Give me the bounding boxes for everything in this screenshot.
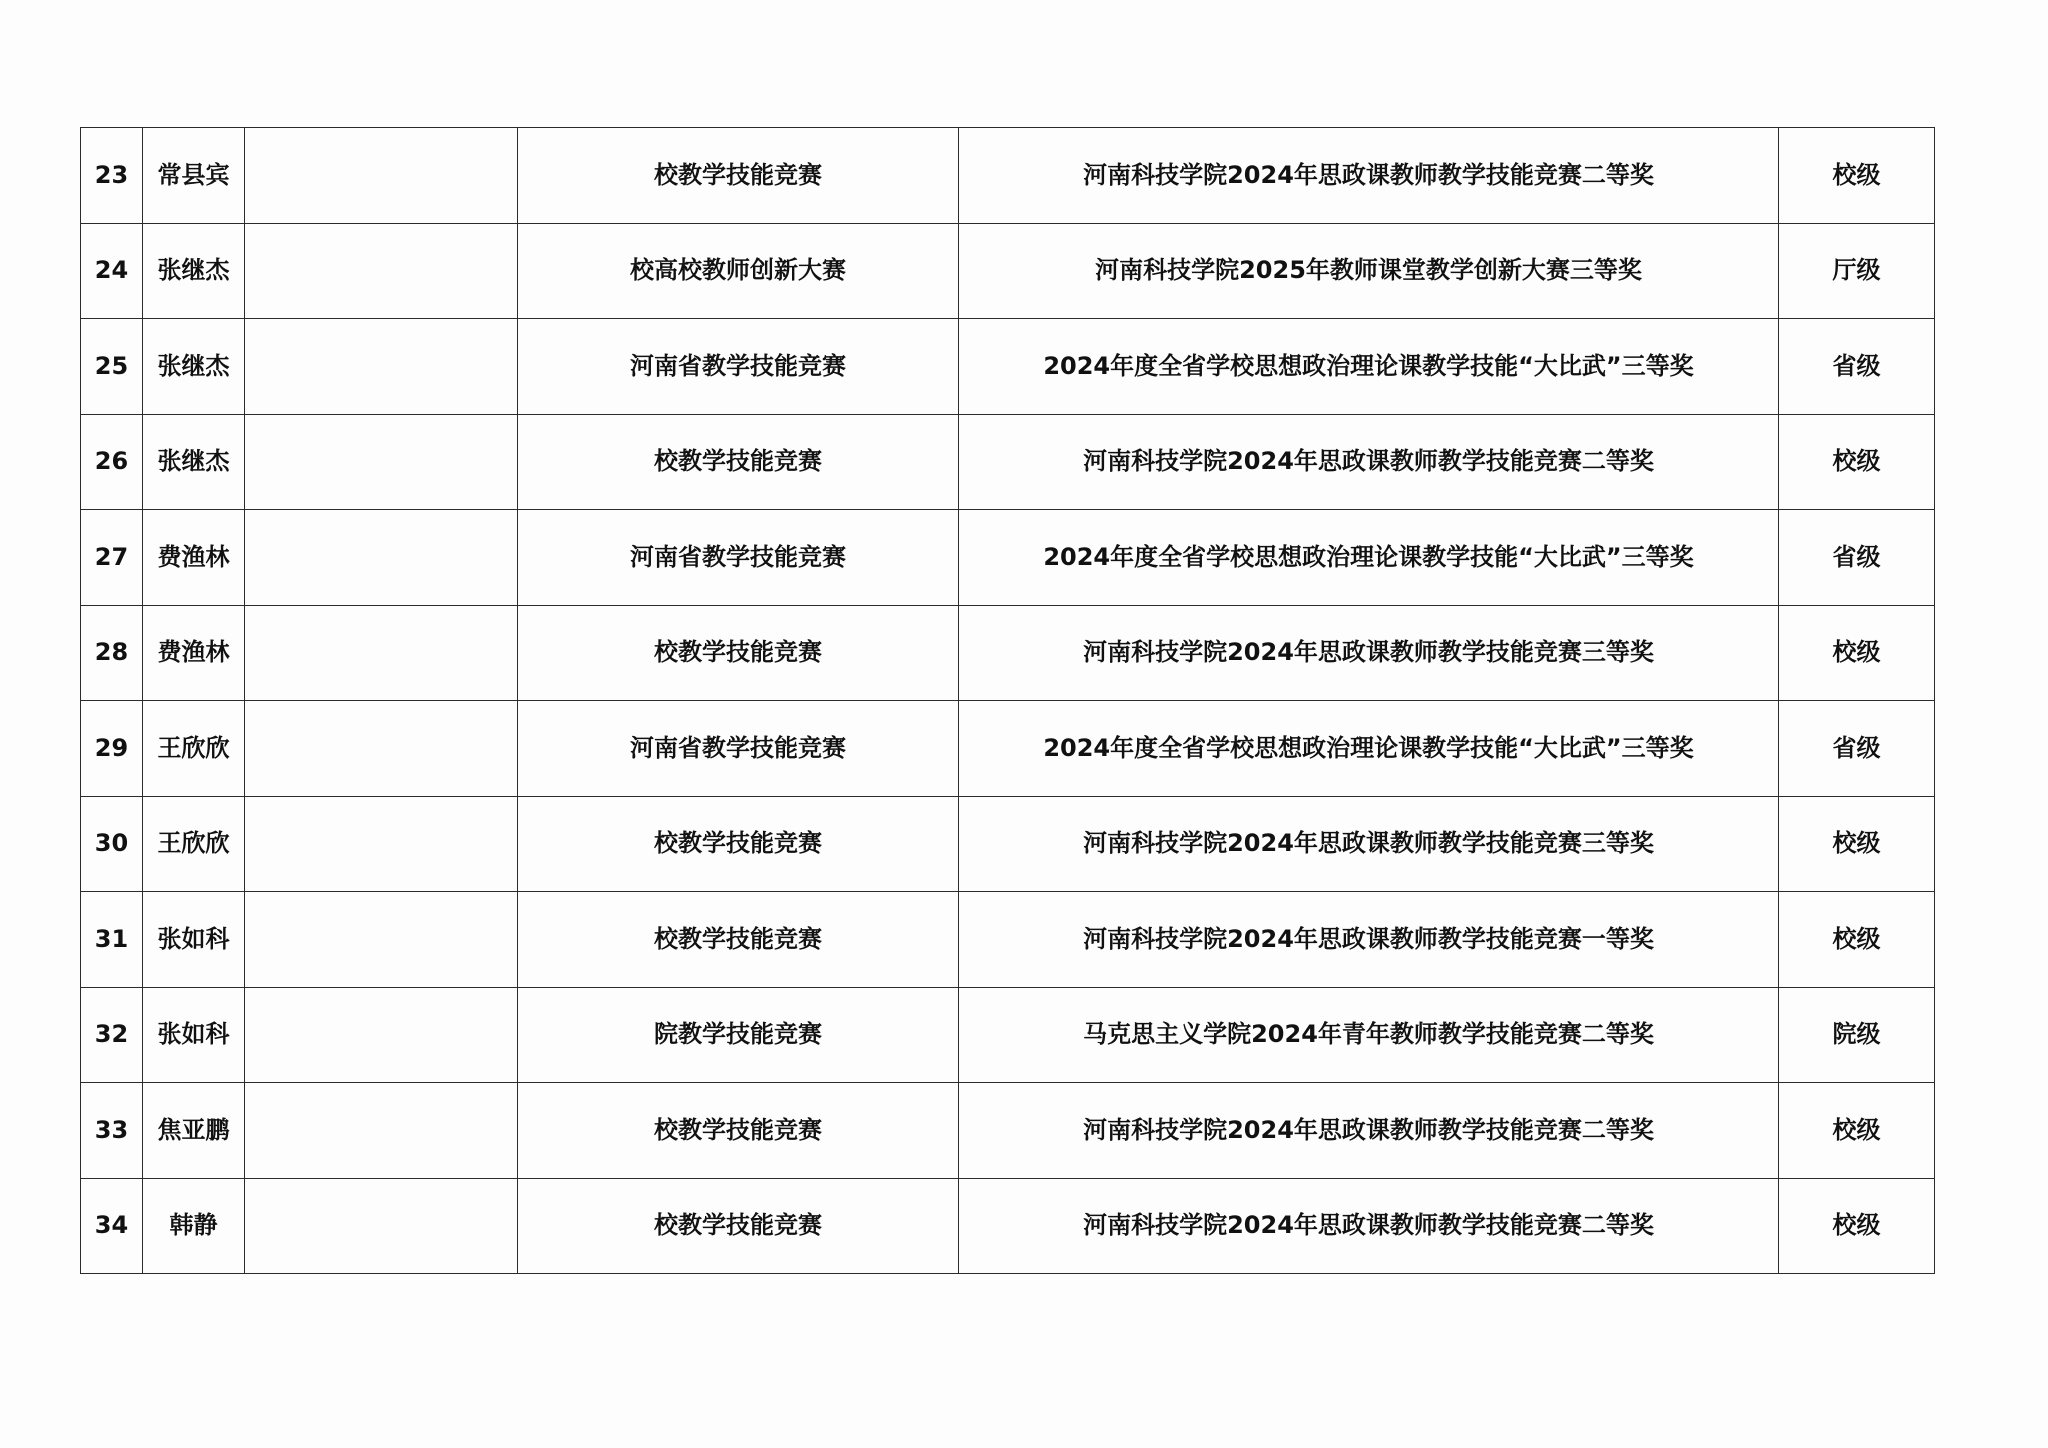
award-level: 院级 — [1779, 987, 1935, 1083]
blank-cell — [245, 319, 518, 415]
award-level: 校级 — [1779, 1083, 1935, 1179]
awards-table-body — [81, 128, 1935, 1274]
teacher-name: 王欣欣 — [143, 701, 245, 797]
blank-cell — [245, 987, 518, 1083]
row-number: 26 — [81, 414, 143, 510]
row-number: 24 — [81, 223, 143, 319]
row-number: 25 — [81, 319, 143, 415]
award-name: 河南科技学院2024年思政课教师教学技能竞赛三等奖 — [959, 796, 1779, 892]
table-row — [81, 892, 1935, 988]
blank-cell — [245, 892, 518, 988]
award-level: 校级 — [1779, 414, 1935, 510]
contest-name: 院教学技能竞赛 — [518, 987, 959, 1083]
teacher-name: 张如科 — [143, 892, 245, 988]
contest-name: 校教学技能竞赛 — [518, 796, 959, 892]
blank-cell — [245, 701, 518, 797]
award-name: 河南科技学院2024年思政课教师教学技能竞赛二等奖 — [959, 128, 1779, 224]
row-number: 29 — [81, 701, 143, 797]
teacher-name: 费渔林 — [143, 605, 245, 701]
blank-cell — [245, 414, 518, 510]
award-name: 河南科技学院2024年思政课教师教学技能竞赛三等奖 — [959, 605, 1779, 701]
row-number: 23 — [81, 128, 143, 224]
row-number: 33 — [81, 1083, 143, 1179]
award-name: 河南科技学院2024年思政课教师教学技能竞赛一等奖 — [959, 892, 1779, 988]
table-row — [81, 223, 1935, 319]
award-name: 河南科技学院2024年思政课教师教学技能竞赛二等奖 — [959, 1178, 1779, 1274]
teacher-name: 费渔林 — [143, 510, 245, 606]
row-number: 34 — [81, 1178, 143, 1274]
blank-cell — [245, 223, 518, 319]
contest-name: 河南省教学技能竞赛 — [518, 510, 959, 606]
blank-cell — [245, 1083, 518, 1179]
award-level: 校级 — [1779, 796, 1935, 892]
blank-cell — [245, 605, 518, 701]
teacher-name: 张如科 — [143, 987, 245, 1083]
table-row — [81, 414, 1935, 510]
table-row — [81, 701, 1935, 797]
row-number: 30 — [81, 796, 143, 892]
contest-name: 校教学技能竞赛 — [518, 414, 959, 510]
award-level: 省级 — [1779, 701, 1935, 797]
award-name: 2024年度全省学校思想政治理论课教学技能“大比武”三等奖 — [959, 701, 1779, 797]
award-name: 马克思主义学院2024年青年教师教学技能竞赛二等奖 — [959, 987, 1779, 1083]
award-level: 厅级 — [1779, 223, 1935, 319]
table-row — [81, 796, 1935, 892]
contest-name: 校教学技能竞赛 — [518, 1178, 959, 1274]
award-level: 校级 — [1779, 1178, 1935, 1274]
award-level: 省级 — [1779, 319, 1935, 415]
table-row — [81, 1083, 1935, 1179]
row-number: 27 — [81, 510, 143, 606]
award-level: 校级 — [1779, 892, 1935, 988]
teacher-name: 张继杰 — [143, 223, 245, 319]
table-row — [81, 605, 1935, 701]
contest-name: 校教学技能竞赛 — [518, 605, 959, 701]
award-name: 河南科技学院2024年思政课教师教学技能竞赛二等奖 — [959, 1083, 1779, 1179]
contest-name: 河南省教学技能竞赛 — [518, 701, 959, 797]
award-name: 2024年度全省学校思想政治理论课教学技能“大比武”三等奖 — [959, 510, 1779, 606]
blank-cell — [245, 510, 518, 606]
contest-name: 河南省教学技能竞赛 — [518, 319, 959, 415]
teacher-name: 张继杰 — [143, 414, 245, 510]
blank-cell — [245, 128, 518, 224]
row-number: 31 — [81, 892, 143, 988]
table-row — [81, 319, 1935, 415]
contest-name: 校教学技能竞赛 — [518, 128, 959, 224]
row-number: 28 — [81, 605, 143, 701]
award-name: 2024年度全省学校思想政治理论课教学技能“大比武”三等奖 — [959, 319, 1779, 415]
contest-name: 校教学技能竞赛 — [518, 892, 959, 988]
award-name: 河南科技学院2025年教师课堂教学创新大赛三等奖 — [959, 223, 1779, 319]
table-row — [81, 510, 1935, 606]
award-level: 校级 — [1779, 605, 1935, 701]
table-row — [81, 987, 1935, 1083]
row-number: 32 — [81, 987, 143, 1083]
teacher-name: 焦亚鹏 — [143, 1083, 245, 1179]
award-level: 省级 — [1779, 510, 1935, 606]
blank-cell — [245, 796, 518, 892]
teacher-name: 韩静 — [143, 1178, 245, 1274]
award-level: 校级 — [1779, 128, 1935, 224]
table-row — [81, 1178, 1935, 1274]
awards-table — [80, 127, 1935, 1274]
teacher-name: 王欣欣 — [143, 796, 245, 892]
table-row — [81, 128, 1935, 224]
teacher-name: 张继杰 — [143, 319, 245, 415]
blank-cell — [245, 1178, 518, 1274]
contest-name: 校教学技能竞赛 — [518, 1083, 959, 1179]
contest-name: 校高校教师创新大赛 — [518, 223, 959, 319]
teacher-name: 常县宾 — [143, 128, 245, 224]
award-name: 河南科技学院2024年思政课教师教学技能竞赛二等奖 — [959, 414, 1779, 510]
